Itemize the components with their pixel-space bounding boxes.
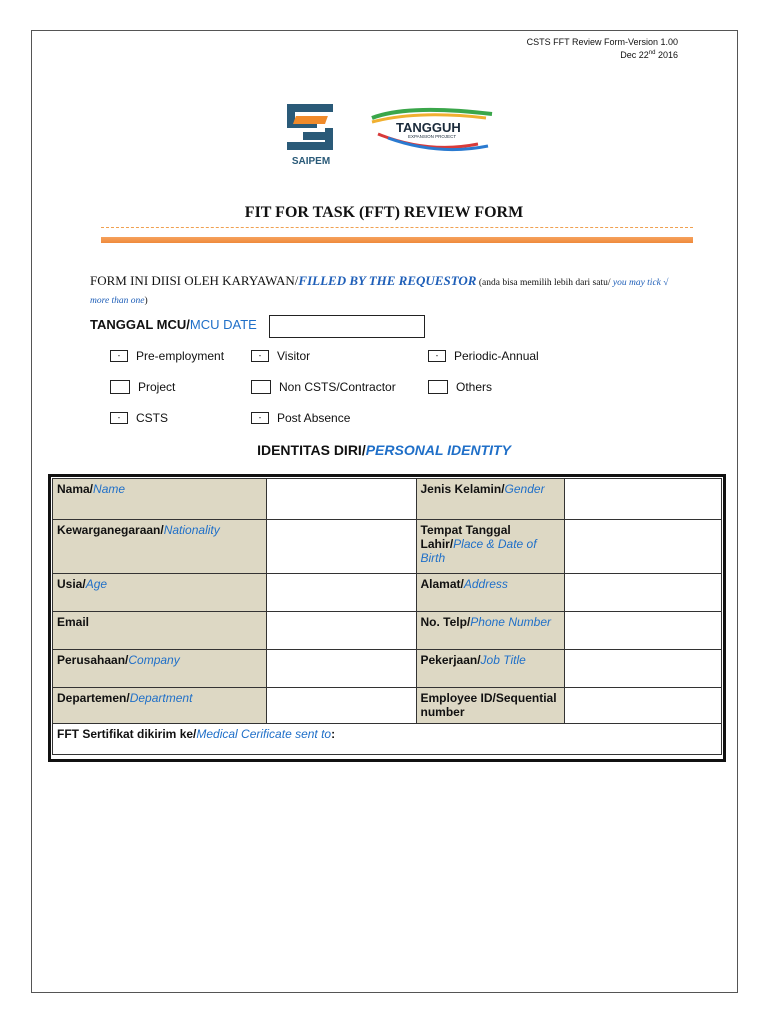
visitor-checkbox[interactable]: - — [251, 350, 269, 362]
label-id: Kewarganegaraan/ — [57, 523, 164, 537]
name-label — [53, 479, 267, 520]
employee-id-label — [416, 688, 565, 724]
mcu-date-label — [90, 317, 257, 332]
non-csts-checkbox[interactable] — [251, 380, 271, 394]
pre-employment-checkbox[interactable]: - — [110, 350, 128, 362]
intro-main: FORM INI DIISI OLEH KARYAWAN/ — [90, 273, 299, 288]
label-id: Usia/ — [57, 577, 86, 591]
label-en: Company — [128, 653, 180, 667]
form-date — [620, 48, 678, 61]
label-en: Address — [463, 577, 508, 591]
option-label: Periodic-Annual — [454, 349, 539, 363]
identity-table — [52, 478, 722, 755]
table-row — [53, 724, 722, 755]
name-field[interactable] — [266, 479, 416, 520]
title-dashed-rule — [101, 227, 693, 228]
label-en: Name — [93, 482, 126, 496]
label-en: Department — [129, 691, 193, 705]
job-title-field[interactable] — [565, 650, 722, 688]
sent-colon: : — [331, 727, 336, 741]
label-en: Age — [85, 577, 108, 591]
option-label: CSTS — [136, 411, 169, 425]
label-id: Tempat Tanggal Lahir/ — [420, 523, 511, 551]
label-en: Job Title — [480, 653, 526, 667]
intro-text — [90, 273, 690, 309]
option-project[interactable] — [110, 380, 175, 394]
option-pre-employment[interactable] — [110, 349, 224, 363]
identity-section-title — [0, 442, 768, 458]
label-id: Jenis Kelamin/ — [420, 482, 505, 496]
certificate-sent-to[interactable] — [53, 724, 722, 755]
tangguh-subtext: EXPANSION PROJECT — [408, 134, 457, 139]
identity-title-en: PERSONAL IDENTITY — [365, 442, 511, 458]
option-label: Others — [456, 380, 493, 394]
label-en: Nationality — [163, 523, 220, 537]
employee-id-field[interactable] — [565, 688, 722, 724]
intro-main-en: FILLED BY THE REQUESTOR — [298, 273, 477, 288]
sent-label-en: Medical Cerificate sent to — [196, 727, 332, 741]
option-label: Post Absence — [277, 411, 351, 425]
birth-label — [416, 520, 565, 574]
label-id: No. Telp/ — [420, 615, 471, 629]
mcu-label-en: MCU DATE — [189, 317, 257, 332]
table-row — [53, 520, 722, 574]
table-row — [53, 574, 722, 612]
option-label: Pre-employment — [136, 349, 225, 363]
gender-field[interactable] — [565, 479, 722, 520]
job-title-label — [416, 650, 565, 688]
company-field[interactable] — [266, 650, 416, 688]
option-periodic-annual[interactable] — [428, 349, 539, 363]
option-visitor[interactable] — [251, 349, 310, 363]
table-row — [53, 612, 722, 650]
tangguh-text: TANGGUH — [396, 120, 461, 135]
label-id: Employee ID/Sequential number — [420, 691, 557, 719]
label-id: Perusahaan/ — [57, 653, 129, 667]
nationality-label — [53, 520, 267, 574]
label-id: Pekerjaan/ — [420, 653, 481, 667]
age-label — [53, 574, 267, 612]
birth-field[interactable] — [565, 520, 722, 574]
project-checkbox[interactable] — [110, 380, 130, 394]
tangguh-logo — [368, 104, 498, 158]
form-version: CSTS FFT Review Form-Version 1.00 — [526, 37, 678, 47]
form-title: FIT FOR TASK (FFT) REVIEW FORM — [244, 204, 524, 221]
sent-label-id: FFT Sertifikat dikirim ke/ — [57, 727, 197, 741]
age-field[interactable] — [266, 574, 416, 612]
phone-field[interactable] — [565, 612, 722, 650]
title-orange-bar — [101, 237, 693, 243]
address-field[interactable] — [565, 574, 722, 612]
intro-note-en: you may tick √ more than one — [90, 278, 669, 306]
label-id: Email — [57, 615, 90, 629]
label-en: Place & Date of Birth — [420, 537, 537, 565]
phone-label — [416, 612, 565, 650]
date-main: Dec 22 — [620, 50, 649, 60]
mcu-label-id: TANGGAL MCU/ — [90, 317, 190, 332]
post-absence-checkbox[interactable]: - — [251, 412, 269, 424]
email-field[interactable] — [266, 612, 416, 650]
label-id: Alamat/ — [420, 577, 464, 591]
intro-note-close: ) — [144, 296, 148, 306]
option-csts[interactable] — [110, 411, 168, 425]
option-label: Project — [138, 380, 176, 394]
saipem-logo — [283, 102, 339, 168]
gender-label — [416, 479, 565, 520]
department-field[interactable] — [266, 688, 416, 724]
table-row — [53, 688, 722, 724]
label-id: Nama/ — [57, 482, 94, 496]
option-label: Visitor — [277, 349, 311, 363]
option-label: Non CSTS/Contractor — [279, 380, 396, 394]
label-en: Phone Number — [470, 615, 551, 629]
company-label — [53, 650, 267, 688]
label-id: Departemen/ — [57, 691, 130, 705]
identity-title-id: IDENTITAS DIRI/ — [257, 442, 366, 458]
option-non-csts-contractor[interactable] — [251, 380, 396, 394]
option-post-absence[interactable] — [251, 411, 350, 425]
nationality-field[interactable] — [266, 520, 416, 574]
email-label — [53, 612, 267, 650]
table-row — [53, 479, 722, 520]
periodic-annual-checkbox[interactable]: - — [428, 350, 446, 362]
csts-checkbox[interactable]: - — [110, 412, 128, 424]
date-year: 2016 — [655, 50, 678, 60]
saipem-text: SAIPEM — [291, 156, 331, 167]
intro-note: (anda bisa memilih lebih dari satu/ — [476, 278, 611, 288]
option-others[interactable] — [428, 380, 492, 394]
others-checkbox[interactable] — [428, 380, 448, 394]
table-row — [53, 650, 722, 688]
department-label — [53, 688, 267, 724]
label-en: Gender — [504, 482, 545, 496]
address-label — [416, 574, 565, 612]
date-suffix: nd — [648, 50, 656, 56]
mcu-date-field[interactable] — [269, 315, 425, 338]
